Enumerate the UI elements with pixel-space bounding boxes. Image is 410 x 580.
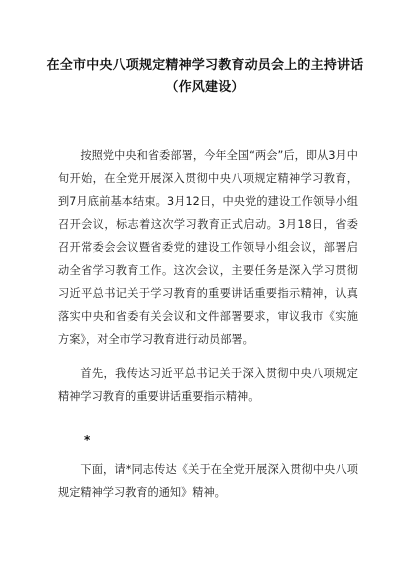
paragraph-next-item: 下面，请*同志传达《关于在全党开展深入贯彻中央八项规定精神学习教育的通知》精神。 [58, 463, 358, 499]
document-title: 在全市中央八项规定精神学习教育动员会上的主持讲话 [46, 58, 364, 73]
document-subtitle: （作风建设） [165, 80, 245, 95]
paragraph-first-item: 首先，我传达习近平总书记关于深入贯彻中央八项规定精神学习教育的重要讲话重要指示精神。 [58, 367, 358, 403]
section-marker: * [84, 433, 91, 447]
paragraph-intro: 按照党中央和省委部署，今年全国“两会”后，即从3月中旬开始，在全党开展深入贯彻中央八项规定精神学习教育，到7月底前基本结束。3月12日，中央党的建设工作领导小组召开会议，标志着这次学习教育正式启动。3月18日，省委召开常委会会议暨省委党的建设工作领导小组会议，部署启动全省学习教育工作。这次会议，主要任务是深入学习贯彻习近平总书记关于学习教育的重要讲话重要指示精神，认真落实中央和省委有关会议和文件部署要求，审议我市《实施方案》，对全市学习教育进行动员部署。 [58, 149, 358, 346]
